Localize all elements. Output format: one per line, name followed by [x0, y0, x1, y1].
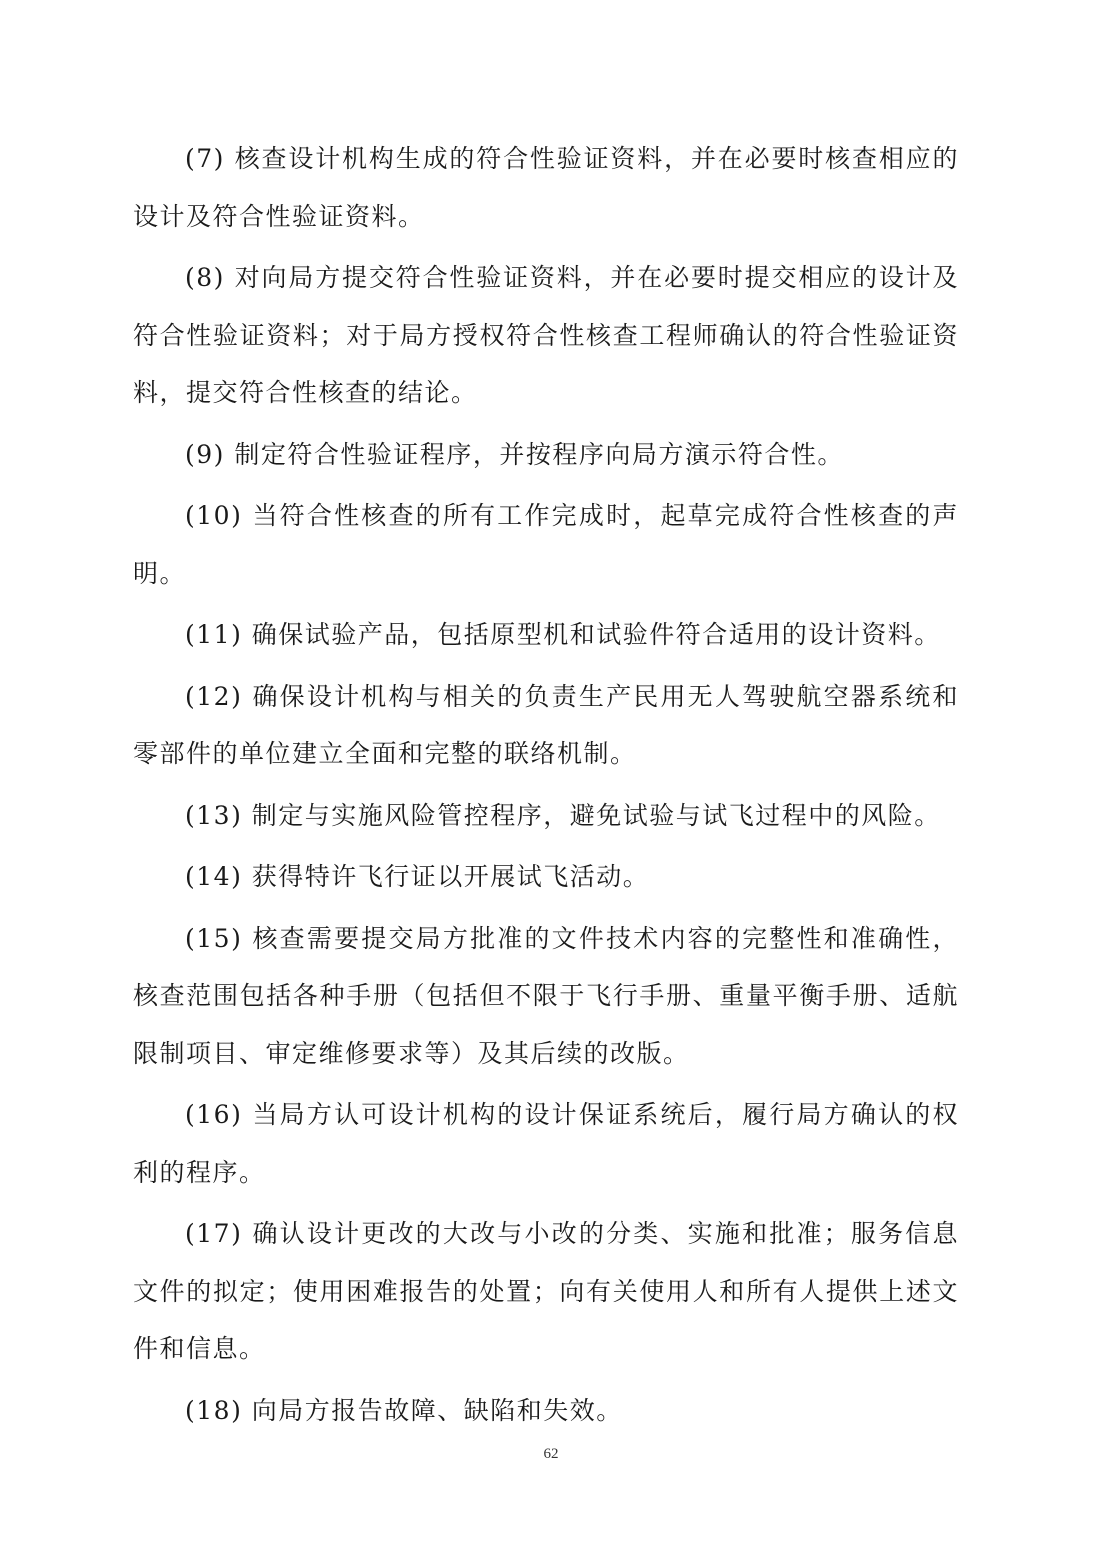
paragraph-item-16: (16) 当局方认可设计机构的设计保证系统后，履行局方确认的权利的程序。 — [133, 1100, 959, 1187]
paragraph-item-9: (9) 制定符合性验证程序，并按程序向局方演示符合性。 — [185, 439, 844, 469]
paragraph-item-11: (11) 确保试验产品，包括原型机和试验件符合适用的设计资料。 — [185, 620, 941, 649]
paragraph-item-18: (18) 向局方报告故障、缺陷和失效。 — [185, 1395, 623, 1425]
paragraph-item-17: (17) 确认设计更改的大改与小改的分类、实施和批准；服务信息文件的拟定；使用困难报告的处置；向有关使用人和所有人提供上述文件和信息。 — [133, 1219, 959, 1363]
paragraph-item-13: (13) 制定与实施风险管控程序，避免试验与试飞过程中的风险。 — [185, 800, 941, 830]
paragraph-item-15: (15) 核查需要提交局方批准的文件技术内容的完整性和准确性，核查范围包括各种手册（包括但不限于飞行手册、重量平衡手册、适航限制项目、审定维修要求等）及其后续的改版。 — [133, 923, 959, 1068]
paragraph-item-12: (12) 确保设计机构与相关的负责生产民用无人驾驶航空器系统和零部件的单位建立全面和完整的联络机制。 — [133, 681, 959, 768]
paragraph-item-14: (14) 获得特许飞行证以开展试飞活动。 — [185, 862, 650, 891]
paragraph-item-7: (7) 核查设计机构生成的符合性验证资料，并在必要时核查相应的设计及符合性验证资料。 — [133, 144, 959, 231]
paragraph-item-10: (10) 当符合性核查的所有工作完成时，起草完成符合性核查的声明。 — [133, 501, 959, 588]
paragraph-item-8: (8) 对向局方提交符合性验证资料，并在必要时提交相应的设计及符合性验证资料；对于局方授权符合性核查工程师确认的符合性验证资料，提交符合性核查的结论。 — [133, 263, 959, 407]
page-number: 62 — [543, 1446, 559, 1462]
document-body — [133, 130, 959, 1443]
